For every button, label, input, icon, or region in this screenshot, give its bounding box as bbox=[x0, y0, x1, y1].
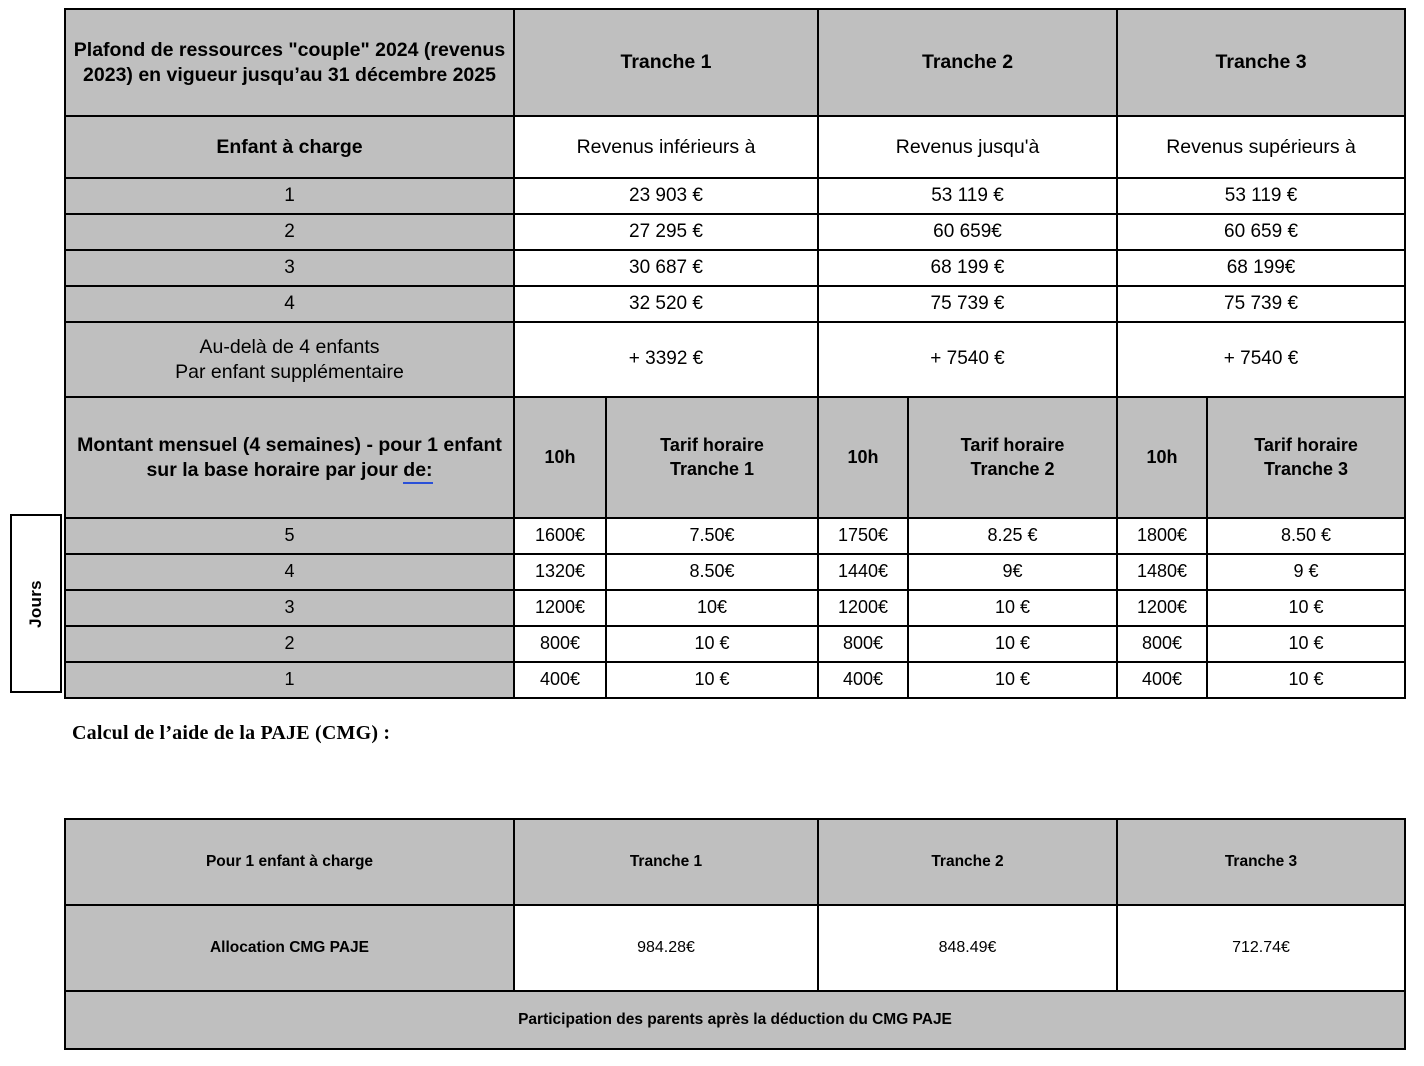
plafond-ressources-table bbox=[64, 8, 1406, 699]
income-tranche-3: 53 119 € bbox=[1117, 178, 1405, 214]
table-row-footer bbox=[65, 991, 1405, 1049]
calcul-aide-paje-caption: Calcul de l’aide de la PAJE (CMG) : bbox=[72, 722, 391, 744]
label-allocation-cmg-paje: Allocation CMG PAJE bbox=[65, 905, 514, 991]
monthly-amount-tranche-1: 400€ bbox=[514, 662, 606, 698]
table-row-title bbox=[65, 9, 1405, 116]
jours-side-box bbox=[10, 514, 62, 693]
au-dela-line-2: Par enfant supplémentaire bbox=[175, 360, 404, 383]
children-count: 4 bbox=[65, 286, 514, 322]
extra-child-tranche-2: + 7540 € bbox=[818, 322, 1117, 397]
monthly-amount-tranche-3: 800€ bbox=[1117, 626, 1207, 662]
tarif-line-1: Tarif horaire bbox=[1254, 435, 1358, 456]
revenus-label-tranche-3: Revenus supérieurs à bbox=[1117, 116, 1405, 178]
income-tranche-3: 68 199€ bbox=[1117, 250, 1405, 286]
header-tranche-1: Tranche 1 bbox=[514, 819, 818, 905]
hourly-rate-tranche-1: 10 € bbox=[606, 626, 818, 662]
extra-child-tranche-1: + 3392 € bbox=[514, 322, 818, 397]
children-count: 2 bbox=[65, 214, 514, 250]
label-au-dela-4-enfants bbox=[65, 322, 514, 397]
tarif-line-2: Tranche 2 bbox=[970, 458, 1055, 479]
monthly-amount-tranche-2: 1200€ bbox=[818, 590, 908, 626]
children-count: 1 bbox=[65, 178, 514, 214]
table-row-extra-child bbox=[65, 322, 1405, 397]
days-count: 1 bbox=[65, 662, 514, 698]
hourly-rate-tranche-1: 10 € bbox=[606, 662, 818, 698]
income-tranche-3: 60 659 € bbox=[1117, 214, 1405, 250]
hourly-rate-tranche-2: 10 € bbox=[908, 626, 1117, 662]
tarif-line-2: Tranche 3 bbox=[1264, 458, 1349, 479]
monthly-amount-tranche-1: 1320€ bbox=[514, 554, 606, 590]
header-tarif-horaire-tranche-3 bbox=[1207, 397, 1405, 518]
hourly-rate-tranche-1: 8.50€ bbox=[606, 554, 818, 590]
monthly-amount-tranche-1: 1200€ bbox=[514, 590, 606, 626]
income-tranche-2: 60 659€ bbox=[818, 214, 1117, 250]
hourly-rate-tranche-1: 10€ bbox=[606, 590, 818, 626]
header-tranche-3: Tranche 3 bbox=[1117, 819, 1405, 905]
footer-participation-parents: Participation des parents après la déduction du CMG PAJE bbox=[65, 991, 1405, 1049]
income-tranche-1: 23 903 € bbox=[514, 178, 818, 214]
income-tranche-2: 68 199 € bbox=[818, 250, 1117, 286]
header-tranche-1: Tranche 1 bbox=[514, 9, 818, 116]
tarif-line-1: Tarif horaire bbox=[960, 435, 1065, 456]
hourly-rate-tranche-3: 10 € bbox=[1207, 626, 1405, 662]
hourly-rate-tranche-3: 8.50 € bbox=[1207, 518, 1405, 554]
plafond-title-cell: Plafond de ressources "couple" 2024 (revenus 2023) en vigueur jusqu’au 31 décembre 2025 bbox=[65, 9, 514, 116]
jours-label: Jours bbox=[25, 579, 45, 628]
monthly-amount-tranche-3: 1200€ bbox=[1117, 590, 1207, 626]
header-tranche-3: Tranche 3 bbox=[1117, 9, 1405, 116]
hourly-rate-tranche-2: 10 € bbox=[908, 590, 1117, 626]
hourly-rate-tranche-3: 10 € bbox=[1207, 662, 1405, 698]
income-tranche-3: 75 739 € bbox=[1117, 286, 1405, 322]
monthly-amount-tranche-2: 400€ bbox=[818, 662, 908, 698]
table-row-montant-mensuel-header bbox=[65, 397, 1405, 518]
hourly-rate-tranche-1: 7.50€ bbox=[606, 518, 818, 554]
monthly-amount-tranche-3: 1480€ bbox=[1117, 554, 1207, 590]
monthly-amount-tranche-1: 1600€ bbox=[514, 518, 606, 554]
table-row-allocation bbox=[65, 905, 1405, 991]
income-tranche-2: 53 119 € bbox=[818, 178, 1117, 214]
children-count: 3 bbox=[65, 250, 514, 286]
header-10h-tranche-3: 10h bbox=[1117, 397, 1207, 518]
header-10h-tranche-1: 10h bbox=[514, 397, 606, 518]
days-count: 3 bbox=[65, 590, 514, 626]
header-tranche-2: Tranche 2 bbox=[818, 819, 1117, 905]
table-row bbox=[65, 518, 1405, 554]
income-tranche-1: 30 687 € bbox=[514, 250, 818, 286]
tarif-line-1: Tarif horaire bbox=[660, 435, 764, 456]
hourly-rate-tranche-3: 10 € bbox=[1207, 590, 1405, 626]
header-tarif-horaire-tranche-1 bbox=[606, 397, 818, 518]
income-tranche-2: 75 739 € bbox=[818, 286, 1117, 322]
table-row bbox=[65, 178, 1405, 214]
days-count: 2 bbox=[65, 626, 514, 662]
montant-label-text: Montant mensuel (4 semaines) - pour 1 enfant sur la base horaire par jour bbox=[77, 433, 502, 481]
au-dela-line-1: Au-delà de 4 enfants bbox=[199, 335, 380, 358]
header-10h-tranche-2: 10h bbox=[818, 397, 908, 518]
hourly-rate-tranche-2: 8.25 € bbox=[908, 518, 1117, 554]
days-count: 4 bbox=[65, 554, 514, 590]
montant-label-grammar-error: de: bbox=[403, 459, 432, 484]
header-pour-1-enfant: Pour 1 enfant à charge bbox=[65, 819, 514, 905]
table-row bbox=[65, 250, 1405, 286]
days-count: 5 bbox=[65, 518, 514, 554]
allocation-tranche-1: 984.28€ bbox=[514, 905, 818, 991]
revenus-label-tranche-2: Revenus jusqu'à bbox=[818, 116, 1117, 178]
monthly-amount-tranche-2: 1750€ bbox=[818, 518, 908, 554]
hourly-rate-tranche-2: 10 € bbox=[908, 662, 1117, 698]
income-tranche-1: 32 520 € bbox=[514, 286, 818, 322]
table-row bbox=[65, 626, 1405, 662]
header-tarif-horaire-tranche-2 bbox=[908, 397, 1117, 518]
table-row bbox=[65, 214, 1405, 250]
monthly-amount-tranche-1: 800€ bbox=[514, 626, 606, 662]
table-row-header bbox=[65, 819, 1405, 905]
extra-child-tranche-3: + 7540 € bbox=[1117, 322, 1405, 397]
allocation-tranche-2: 848.49€ bbox=[818, 905, 1117, 991]
monthly-amount-tranche-3: 400€ bbox=[1117, 662, 1207, 698]
hourly-rate-tranche-3: 9 € bbox=[1207, 554, 1405, 590]
income-tranche-1: 27 295 € bbox=[514, 214, 818, 250]
table-row bbox=[65, 286, 1405, 322]
allocation-tranche-3: 712.74€ bbox=[1117, 905, 1405, 991]
monthly-amount-tranche-2: 800€ bbox=[818, 626, 908, 662]
table-row bbox=[65, 554, 1405, 590]
monthly-amount-tranche-2: 1440€ bbox=[818, 554, 908, 590]
label-enfant-a-charge: Enfant à charge bbox=[65, 116, 514, 178]
tarif-line-2: Tranche 1 bbox=[669, 458, 755, 479]
revenus-label-tranche-1: Revenus inférieurs à bbox=[514, 116, 818, 178]
table-row bbox=[65, 590, 1405, 626]
table-row-enfant-charge bbox=[65, 116, 1405, 178]
monthly-amount-tranche-3: 1800€ bbox=[1117, 518, 1207, 554]
table-row bbox=[65, 662, 1405, 698]
hourly-rate-tranche-2: 9€ bbox=[908, 554, 1117, 590]
header-tranche-2: Tranche 2 bbox=[818, 9, 1117, 116]
label-montant-mensuel bbox=[65, 397, 514, 518]
allocation-cmg-paje-table bbox=[64, 818, 1406, 1050]
